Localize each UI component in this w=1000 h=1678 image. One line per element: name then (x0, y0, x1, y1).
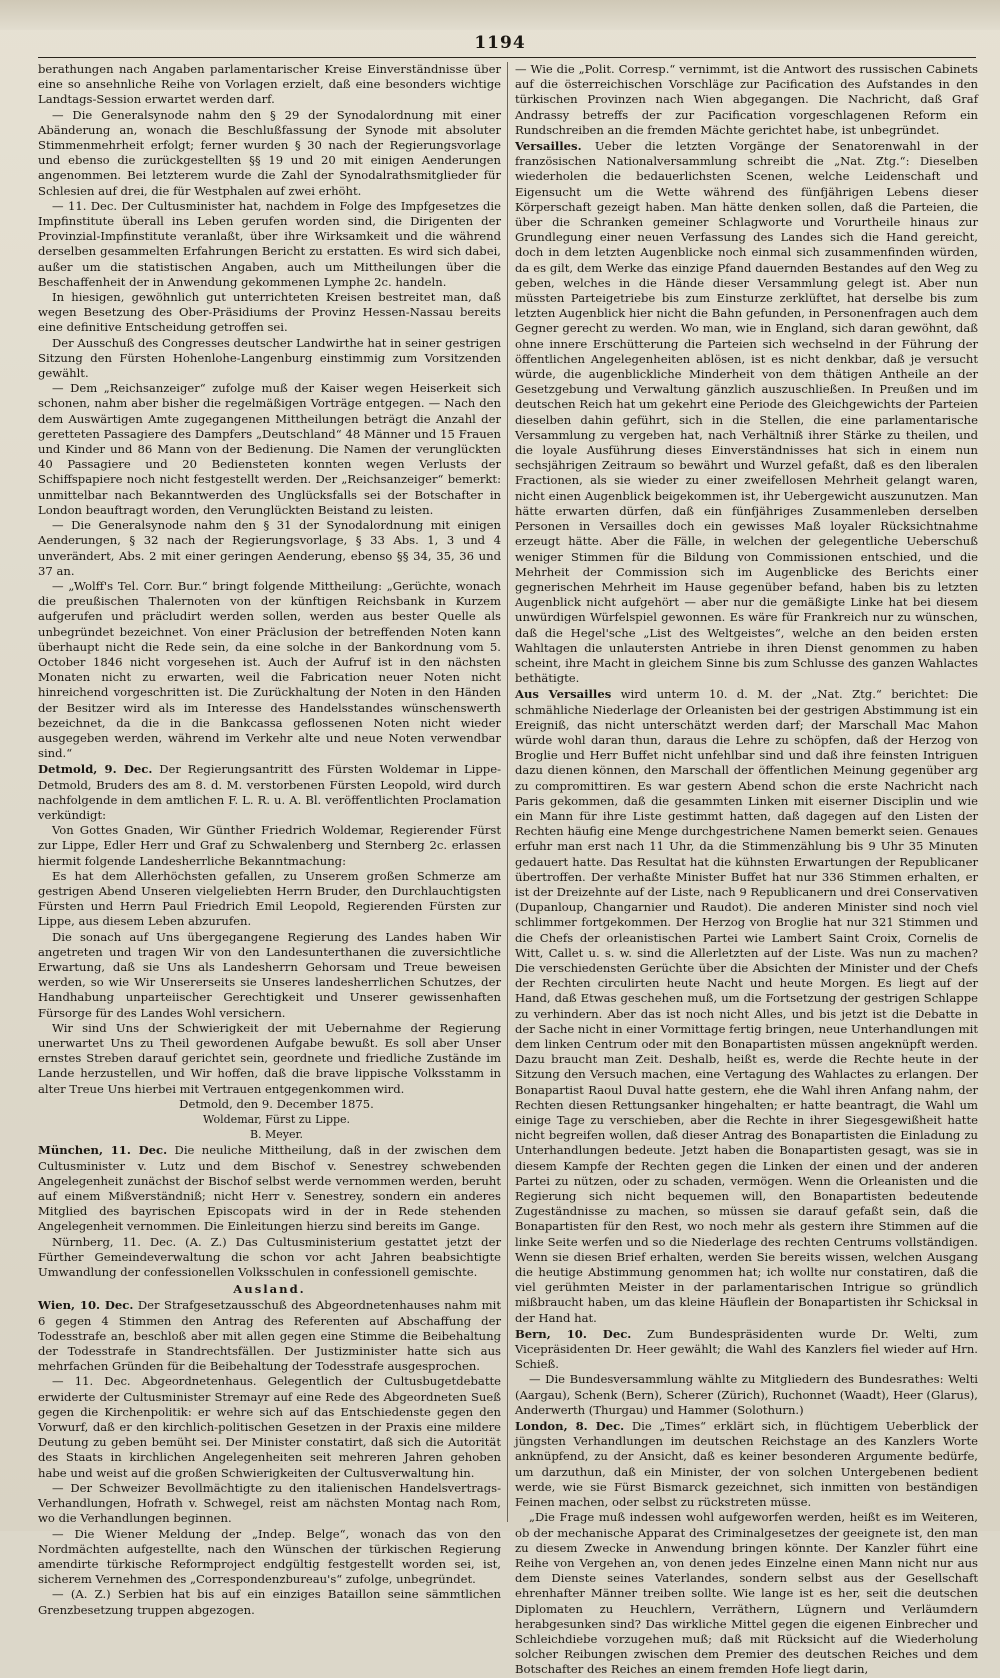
article (38, 1143, 501, 1280)
signature-line: B. Meyer. (249, 1128, 304, 1142)
article-paragraph (515, 1419, 978, 1510)
article-paragraph (515, 139, 978, 686)
article-dateline: München, 11. Dec. (38, 1143, 168, 1158)
article-paragraph (38, 1143, 501, 1234)
article-paragraph (38, 930, 501, 1021)
paragraph-text: Ueber die letzten Vorgänge der Senatorenwahl in der französischen Nationalversammlung schreibt die „Nat. Ztg.“: Dieselben wiederholen die bedauerlichsten Scenen, welche Leidenschaft und Eigensucht um die Wette während des fünfjährigen Lebens dieser Körperschaft gezeigt haben. Man hätte denken sollen, daß die Parteien, die über die Schranken gemeiner Schlagworte und Vorurtheile hinaus zur Grundlegung einer neuen Verfassung des Landes sich die Hand gereicht, doch in dem letzten Augenblicke noch einmal sich zusammenfinden würden, da es gilt, dem Werke das einzige Pfand dauernden Bestandes auf den Weg zu geben, welches in die Hände dieser Versammlung gelegt ist. Aber nun müssten Parteigetriebe bis zum Einsturze zerklüftet, hat derselbe bis zum letzten Augenblick hier nicht die Bahn gefunden, in Personenfragen auch dem Gegner gerecht zu werden. Wo man, wie in England, sich daran gewöhnt, daß ohne innere Erschütterung die Parteien sich wechselnd in der Führung der öffentlichen Angelegenheiten ablösen, ist es nicht denkbar, daß je versucht würde, die augenblickliche Minderheit von dem thätigen Antheile an der Gesetzgebung und Verwaltung gänzlich auszuschließen. In Preußen und im deutschen Reich hat um gekehrt eine Periode des Gleichgewichts der Parteien dieselben dahin geführt, sich in die Stellen, die eine parlamentarische Versammlung zu vergeben hat, nach Verhältniß ihrer Stärke zu theilen, und die loyale Ausführung dieses Einverständnisses hat sich in einem nun sechsjährigen Zeitraum so bewährt und Wurzel gefaßt, daß es den liberalen Fractionen, als sie wieder zu einer zweifellosen Mehrheit gelangt waren, nicht einen Augenblick beigekommen ist, ihr Uebergewicht auszunutzen. Man hätte erwarten dürfen, daß ein fünfjähriges Zusammenleben derselben Personen in Versailles doch ein gewisses Maß loyaler Rücksichtnahme erzeugt hätte. Aber die Fälle, in welchen der gelegentliche Ueberschuß weniger Stimmen für die Bildung von Commissionen entschied, und die Mehrheit der Commission sich im Augenblicke des Berichts einer gegnerischen Mehrheit im Hause gegenüber befand, haben bis zu letzten Augenblick nicht aufgehört — aber nur die gemäßigte Linke hat bei diesem unwürdigen Würfelspiel gewonnen. Es wäre für Frankreich nur zu wünschen, daß die Hegel'sche „List des Weltgeistes“, welche an den beiden ersten Wahltagen die unlautersten Antriebe in ihren Dienst genommen zu haben scheint, ihre Macht in gleichem Sinne bis zum Schlusse des ganzen Wahlactes bethätigte. (515, 139, 979, 686)
article (38, 62, 501, 761)
paragraph-text: — Die Generalsynode nahm den § 31 der Synodalordnung mit einigen Aenderungen, § 32 nach der Regierungsvorlage, § 33 Abs. 1, 3 und 4 unverändert, Abs. 2 mit einer geringen Aenderung, ebenso §§ 34, 35, 36 und 37 an. (38, 518, 501, 578)
article-paragraph (38, 1235, 501, 1281)
article-paragraph (515, 1372, 978, 1418)
paragraph-text: Der Regierungsantritt des Fürsten Woldemar in Lippe-Detmold, Bruders des am 8. d. M. verstorbenen Fürsten Leopold, wird durch nachfolgende in dem amtlichen F. L. R. u. A. Bl. veröffentlichten Proclamation verkündigt: (38, 762, 501, 822)
paragraph-text: — Wie die „Polit. Corresp.“ vernimmt, ist die Antwort des russischen Cabinets auf die österreichischen Vorschläge zur Pacification des Aufstandes in den türkischen Provinzen nach Wien abgegangen. Die Nachricht, daß Graf Andrassy betreffs der zur Pacification vorgeschlagenen Reform ein Rundschreiben an die fremden Mächte gerichtet habe, ist unbegründet. (515, 62, 978, 137)
article-paragraph (38, 1587, 501, 1617)
article (515, 687, 978, 1326)
paragraph-text: — Die Wiener Meldung der „Indep. Belge“, wonach das von den Nordmächten aufgestellte, nach den Wünschen der türkischen Regierung amendirte türkische Reformproject endgültig festgestellt worden sei, ist, sicherem Vernehmen des „Correspondenzbureau's“ zufolge, unbegründet. (38, 1526, 501, 1587)
paragraph-text: — 11. Dec. Der Cultusminister hat, nachdem in Folge des Impfgesetzes die Impfinstitute überall ins Leben gerufen worden sind, die Dirigenten der Provinzial-Impfinstitute veranlaßt, über ihre Wirksamkeit und die während derselben gesammelten Erfahrungen Bericht zu erstatten. Es wird sich dabei, außer um die statistischen Angaben, auch um Mittheilungen über die Beschaffenheit der in Anwendung gekommenen Lymphe 2c. handeln. (38, 198, 501, 289)
article (38, 762, 501, 1142)
paragraph-text: Die sonach auf Uns übergegangene Regierung des Landes haben Wir angetreten und tragen Wir von den Landesunterthanen die zuversichtliche Erwartung, daß sie Uns als Landesherrn Gehorsam und Treue beweisen werden, so wie Wir Unsererseits sie Unseres landesherrlichen Schutzes, der Handhabung unparteiischer Gerechtigkeit und Unserer gewissenhaften Fürsorge für des Landes Wohl versichern. (38, 929, 501, 1020)
paragraph-text: „Die Frage muß indessen wohl aufgeworfen werden, heißt es im Weiteren, ob der mechanische Apparat des Criminalgesetzes der geeignete ist, den man zu diesem Zwecke in Anwendung bringen könnte. Der Kanzler führt eine Reihe von Vergehen an, von denen jedes Einzelne einen Mann nicht nur aus dem Dienste seines Vaterlandes, sondern selbst aus der Gesellschaft ehrenhafter Männer treiben sollte. Wie lange ist es her, seit die deutschen Diplomaten zu Heuchlern, Verräthern, Lügnern und Verläumdern herabgesunken sind? Das wirkliche Mittel gegen die eigenen Einbrecher und Schleichdiebe vorzugehen muß; daß mit Rücksicht auf die Wiederholung solcher Reibungen zwischen dem Premier des deutschen Reiches und dem Botschafter des Reiches an einem fremden Hofe liegt darin, (515, 1510, 978, 1677)
text-columns (38, 62, 979, 1677)
article-paragraph (38, 62, 501, 108)
article-paragraph (38, 518, 501, 579)
article-paragraph (38, 381, 501, 518)
article (515, 62, 978, 138)
paragraph-text: — Die Bundesversammlung wählte zu Mitgliedern des Bundesrathes: Welti (Aargau), Schenk (Bern), Scherer (Zürich), Ruchonnet (Waadt), Heer (Glarus), Anderwerth (Thurgau) und Hammer (Solothurn.) (515, 1372, 978, 1417)
article-dateline: London, 8. Dec. (515, 1419, 625, 1434)
paragraph-text: Von Gottes Gnaden, Wir Günther Friedrich Woldemar, Regierender Fürst zur Lippe, Edler Herr und Graf zu Schwalenberg und Sternberg 2c. erlassen hiermit folgende Landesherrliche Bekanntmachung: (38, 823, 501, 868)
paragraph-text: Die neuliche Mittheilung, daß in der zwischen dem Cultusminister v. Lutz und dem Bischof v. Senestrey schwebenden Angelegenheit zunächst der Bischof selbst werde vernommen werden, beruht auf einem Mißverständniß; nicht Herr v. Senestrey, sondern ein anderes Mitglied des bayrischen Episcopats wird in der in Rede stehenden Angelegenheit vernommen. Die Einleitungen hierzu sind bereits im Gange. (38, 1143, 501, 1234)
paragraph-text: Es hat dem Allerhöchsten gefallen, zu Unserem großen Schmerze am gestrigen Abend Unseren vielgeliebten Herrn Bruder, den Durchlauchtigsten Fürsten und Herrn Paul Friedrich Emil Leopold, Regierenden Fürsten zur Lippe, aus diesem Leben abzurufen. (38, 868, 501, 929)
article (515, 139, 978, 686)
article-paragraph (38, 579, 501, 761)
article-dateline: Versailles. (515, 139, 582, 154)
paragraph-text: Zum Bundespräsidenten wurde Dr. Welti, zum Vicepräsidenten Dr. Heer gewählt; die Wahl des Kanzlers fiel wieder auf Hrn. Schieß. (515, 1326, 978, 1372)
left-column (38, 62, 501, 1617)
article-paragraph (38, 336, 501, 382)
paragraph-text: — Dem „Reichsanzeiger“ zufolge muß der Kaiser wegen Heiserkeit sich schonen, nahm aber bisher die regelmäßigen Vorträge entgegen. — Nach den dem Auswärtigen Amte zugegangenen Mittheilungen beträgt die Anzahl der geretteten Passagiere des Dampfers „Deutschland“ 48 Männer und 15 Frauen und Kinder und 86 Mann von der Bedienung. Die Namen der verunglückten 40 Passagiere und 20 Bediensteten konnten wegen Verlusts der Schiffspapiere noch nicht festgestellt werden. Der „Reichsanzeiger“ bemerkt: unmittelbar nach Bekanntwerden des Unglücksfalls sei der Botschafter in London beauftragt worden, den Verunglückten Beistand zu leisten. (38, 381, 501, 517)
article-paragraph (38, 1021, 501, 1097)
article-paragraph (38, 1374, 501, 1480)
paragraph-text: Wir sind Uns der Schwierigkeit der mit Uebernahme der Regierung unerwartet Uns zu Theil gewordenen Aufgabe bewußt. Es soll aber Unser ernstes Streben darauf gerichtet sein, geordnete und friedliche Zustände im Lande herzustellen, und Wir hoffen, daß die brave lippische Volksstamm in alter Treue Uns hierbei mit Vertrauen entgegenkommen wird. (38, 1020, 501, 1096)
scan-top-edge (0, 0, 1000, 30)
signature-line: Detmold, den 9. December 1875. (179, 1096, 374, 1111)
section-title: Ausland. (233, 1282, 306, 1297)
article-paragraph (515, 1327, 978, 1373)
paragraph-text: Der Ausschuß des Congresses deutscher Landwirthe hat in seiner gestrigen Sitzung den Fürsten Hohenlohe-Langenburg einstimmig zum Vorsitzenden gewählt. (38, 335, 501, 381)
article-paragraph (38, 1481, 501, 1527)
paragraph-text: — „Wolff's Tel. Corr. Bur.“ bringt folgende Mittheilung: „Gerüchte, wonach die preußischen Thalernoten von der künftigen Reichsbank in Kurzem aufgerufen und präcludirt werden sollen, werden aus bester Quelle als unbegründet bezeichnet. Von einer Präclusion der betreffenden Noten kann überhaupt nicht die Rede sein, da eine solche in der Bankordnung vom 5. October 1846 nicht vorgesehen ist. Auch der Aufruf ist in den nächsten Monaten nicht zu erwarten, weil die Fabrication neuer Noten nicht hinreichend vorgeschritten ist. Die Zurückhaltung der Noten in den Händen der Besitzer wird als im Interesse des Handelsstandes wünschenswerth bezeichnet, da die in die Bankcassa geflossenen Noten nicht wieder ausgegeben werden, während im Verkehr alte und neue Noten verwendbar sind.“ (38, 578, 501, 761)
paragraph-text: — Die Generalsynode nahm den § 29 der Synodalordnung mit einer Abänderung an, wonach die Beschlußfassung der Synode mit absoluter Stimmenmehrheit erfolgt; ferner wurden § 30 nach der Regierungsvorlage und ebenso die zurückgestellten §§ 19 und 20 mit einigen Aenderungen angenommen. Bei letzterem wurde die Zahl der Synodalrathsmitglieder für Schlesien auf drei, die für Westphalen auf zwei erhöht. (38, 107, 501, 198)
header-rule (38, 57, 976, 58)
article-paragraph (38, 762, 501, 823)
article-paragraph (515, 62, 978, 138)
paragraph-text: In hiesigen, gewöhnlich gut unterrichteten Kreisen bestreitet man, daß wegen Besetzung des Ober-Präsidiums der Provinz Hessen-Nassau bereits eine definitive Entscheidung getroffen sei. (38, 290, 501, 335)
page-number: 1194 (474, 33, 526, 53)
paragraph-text: Der Strafgesetzausschuß des Abgeordnetenhauses nahm mit 6 gegen 4 Stimmen den Antrag des Referenten auf Abschaffung der Todesstrafe an, beschloß aber mit allen gegen eine Stimme die Beibehaltung der Todesstrafe in Standrechtsfällen. Der Justizminister hatte sich aus mehrfachen Gründen für die Beibehaltung der Todesstrafe ausgesprochen. (38, 1298, 501, 1374)
article-dateline: Aus Versailles (515, 687, 612, 702)
article-paragraph (515, 687, 978, 1326)
paragraph-text: berathungen nach Angaben parlamentarischer Kreise Einverständnisse über eine so ansehnliche Reihe von Vorlagen erzielt, daß eine besonders wichtige Landtags-Session erwartet werden darf. (38, 62, 501, 107)
article-paragraph (515, 1510, 978, 1677)
article-paragraph (38, 823, 501, 869)
paragraph-text: — 11. Dec. Abgeordnetenhaus. Gelegentlich der Cultusbugetdebatte erwiderte der Cultusminister Stremayr auf eine Rede des Abgeordneten Sueß gegen die Kirchenpolitik: er wehre sich auf das Entschiedenste gegen den Vorwurf, daß er den kirchlich-politischen Gesetzen in der Praxis eine mildere Deutung zu geben bemüht sei. Der Minister constatirt, daß sich die Autorität des Staats in kirchlichen Angelegenheiten seit mehreren Jahren gehoben habe und weist auf die großen Schwierigkeiten der Cultusverwaltung hin. (38, 1374, 501, 1480)
paragraph-text: Die „Times“ erklärt sich, in flüchtigem Ueberblick der jüngsten Verhandlungen im deutschen Reichstage an des Kanzlers Worte anknüpfend, zu der Ansicht, daß es keiner besonderen Argumente bedürfe, um darzuthun, daß ein Minister, der von solchen Untergebenen bedient werde, wie sie Fürst Bismarck gezeichnet, sich inmitten von beständigen Feinen machen, oder selbst zu rückstreten müsse. (515, 1419, 978, 1510)
right-column (515, 62, 979, 1677)
article-dateline: Wien, 10. Dec. (38, 1298, 134, 1313)
paragraph-text: Nürnberg, 11. Dec. (A. Z.) Das Cultusministerium gestattet jetzt der Fürther Gemeindeverwaltung die schon vor acht Jahren beabsichtigte Umwandlung der confessionellen Volksschulen in confessionell gemischte. (38, 1234, 501, 1280)
article (515, 1419, 978, 1677)
paragraph-text: wird unterm 10. d. M. der „Nat. Ztg.“ berichtet: Die schmähliche Niederlage der Orleanisten bei der gestrigen Abstimmung ist ein Ereigniß, das nicht unterschätzt werden darf; der Marschall Mac Mahon würde wohl daran thun, daraus die Lehre zu schöpfen, daß der Herzog von Broglie und Herr Buffet nicht unfehlbar sind und daß ihre feinsten Intriguen dazu dienen können, den Marschall der öffentlichen Meinung gegenüber arg zu compromittiren. Es war gestern Abend schon die erste Nachricht nach Paris gekommen, daß die gesammten Linken mit eiserner Disciplin und wie ein Mann für ihre Liste gestimmt hatten, daß dagegen auf den Listen der Rechten häufig eine Menge durchgestrichene Namen bemerkt seien. Genaues erfuhr man erst nach 11 Uhr, da die Stimmenzählung bis 9 Uhr 35 Minuten gedauert hatte. Das Resultat hat die kühnsten Erwartungen der Republicaner übertroffen. Der verhaßte Minister Buffet hat nur 336 Stimmen erhalten, er ist der Dreizehnte auf der Liste, nach 9 Republicanern und drei Conservativen (Dupanloup, Changarnier und Raudot). Die anderen Minister sind noch viel schlimmer fortgekommen. Der Herzog von Broglie hat nur 321 Stimmen und die Chefs der orleanistischen Partei wie Lambert Saint Croix, Cornelis de Witt, Callet u. s. w. sind die Allerletzten auf der Liste. Was nun zu machen? Die verschiedensten Gerüchte über die Absichten der Minister und der Chefs der Rechten circulirten heute Nacht und heute Morgen. Es liegt auf der Hand, daß Etwas geschehen muß, um die Fortsetzung der gestrigen Schlappe zu verhindern. Aber das ist noch nicht Alles, und bis jetzt ist die Debatte in der Sache nicht in einer Vormittage fertig bringen, neue Unterhandlungen mit dem linken Centrum oder mit den Bonapartisten müssen angeknüpft werden. Dazu braucht man Zeit. Deshalb, heißt es, werde die Rechte heute in der Sitzung den Versuch machen, eine Vertagung des Wahlactes zu erlangen. Der Bonapartist Raoul Duval hatte gestern, ehe die Wahl ihren Anfang nahm, der Rechten diesen Rettungsanker hingehalten; er hatte beantragt, die Wahl um einige Tage zu verschieben, aber die Rechte in ihrer Siegesgewißheit hatte nicht begreifen wollen, daß dieser Antrag des Bonapartisten die Einladung zu Unterhandlungen bedeute. Jetzt haben die Bonapartisten gesagt, was sie in diesem Kampfe der Rechten gegen die Linken der einen und der anderen Partei zu nützen, oder zu schaden, vermögen. Wenn die Orleanisten und die Regierung sich nicht bequemen will, den Bonapartisten bedeutende Zugeständnisse zu machen, so müssen sie darauf gefaßt sein, daß die Bonapartisten für den Rest, wo noch mehr als gestern ihre Stimmen auf die linke Seite werfen und so die Niederlage des rechten Centrums vollständigen. Wenn sie diesen Brief erhalten, werden Sie bereits wissen, welchen Ausgang die heutige Abstimmung genommen hat; ich wollte nur constatiren, daß die viel gerühmten Meister in der parlamentarischen Intrigue so gründlich mißbraucht haben, um das kleine Häuflein der Bonapartisten ihr Schicksal in der Hand hat. (515, 687, 979, 1325)
article-paragraph (38, 290, 501, 336)
article-dateline: Detmold, 9. Dec. (38, 762, 153, 777)
article-paragraph (38, 1527, 501, 1588)
paragraph-text: — Der Schweizer Bevollmächtigte zu den italienischen Handelsvertrags-Verhandlungen, Hofrath v. Schwegel, reist am nächsten Montag nach Rom, wo die Verhandlungen beginnen. (38, 1480, 501, 1526)
article-paragraph (38, 108, 501, 199)
article-paragraph (38, 869, 501, 930)
article (38, 1298, 501, 1617)
paragraph-text: — (A. Z.) Serbien hat bis auf ein einziges Bataillon seine sämmtlichen Grenzbesetzung truppen abgezogen. (38, 1587, 501, 1617)
article (515, 1327, 978, 1418)
article-paragraph (38, 1298, 501, 1374)
signature-line: Woldemar, Fürst zu Lippe. (202, 1113, 351, 1127)
article-paragraph (38, 199, 501, 290)
article-dateline: Bern, 10. Dec. (515, 1326, 632, 1341)
